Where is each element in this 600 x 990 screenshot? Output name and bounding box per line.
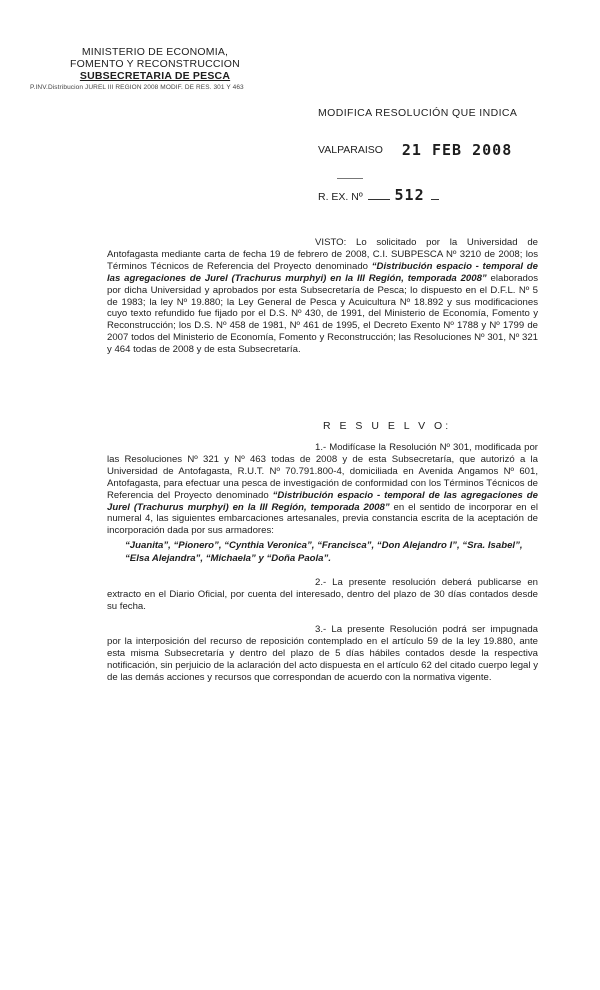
article-3-paragraph bbox=[107, 624, 538, 684]
ministry-header bbox=[60, 46, 250, 82]
stamp-mark bbox=[337, 178, 363, 179]
article-1-paragraph bbox=[107, 442, 538, 537]
article-3-lead: 3.- La presente Resolución podrá ser bbox=[315, 624, 486, 635]
ministry-name: MINISTERIO DE ECONOMIA, bbox=[81, 46, 229, 58]
reference-line: P.INV.Distribucion JUREL III REGION 2008 MODIF. DE RES. 301 Y 463 bbox=[30, 84, 244, 91]
resolution-number: 512 bbox=[394, 186, 425, 204]
resolution-label: R. EX. Nº bbox=[318, 191, 363, 203]
article-2-paragraph bbox=[107, 577, 538, 613]
article-2-text: en extracto en el Diario Oficial, por cuenta del interesado, dentro del plazo de 30 días contados desde su fecha. bbox=[107, 577, 538, 612]
ministry-subtitle: FOMENTO Y RECONSTRUCCION bbox=[70, 58, 240, 70]
article-2-lead: 2.- La presente resolución deberá publicarse bbox=[315, 577, 522, 588]
article-3-text: impugnada por la interposición del recurso de reposición contemplado en el artículo 59 de la ley 19.880, ante esta misma Subsecretaría y dentro del plazo de 5 días hábiles contados desde la respectiva notificación, sin perjuicio de la aclaración del acto dispuesta en el artículo 62 del citado cuerpo legal y de las demás acciones y recursos que correspondan de acuerdo con la normativa vigente. bbox=[107, 624, 538, 683]
resolution-number-row bbox=[318, 186, 439, 204]
place-label: VALPARAISO bbox=[318, 144, 383, 156]
date-stamp: 21 FEB 2008 bbox=[401, 141, 513, 159]
date-row bbox=[318, 139, 512, 157]
subsecretaria-name: SUBSECRETARIA DE PESCA bbox=[79, 70, 231, 82]
article-1-lead: 1.- Modifícase la Resolución Nº 301, bbox=[315, 442, 472, 453]
article-1-project-title: “Distribución espacio - temporal de las agregaciones de Jurel (Trachurus murphyi) en la III Región, temporada 2008” bbox=[107, 489, 538, 513]
visto-paragraph bbox=[107, 237, 538, 356]
visto-project-title: “Distribución espacio - temporal de las agregaciones de Jurel (Trachurus murphyi) en la III Región, temporada 2008” bbox=[107, 260, 538, 284]
visto-text-2: elaborados por dicha Universidad y aprobados por esta Subsecretaría de Pesca; lo dispuesto en el D.F.L. Nº 5 de 1983; la ley Nº 19.880; la Ley General de Pesca y Acuicultura Nº 18.892 y sus modificaciones cuyo texto refundido fue fijado por el D.S. Nº 430, de 1991, del Ministerio de Economía, Fomento y Reconstrucción; los D.S. Nº 458 de 1981, Nº 461 de 1995, el Decreto Exento Nº 1788 y Nº 1799 de 2007 todos del Ministerio de Economía, Fomento y Reconstrucción; las Resoluciones Nº 301, Nº 321 y 464 todas de 2008 y de esta Subsecretaría. bbox=[107, 272, 538, 356]
visto-text-1: Lo solicitado por la Universidad de Antofagasta mediante carta de fecha 19 de febrero de 2008, C.I. SUBPESCA Nº 3210 de 2008; los Términos Técnicos de Referencia del Proyecto denominado bbox=[107, 237, 538, 272]
visto-lead: VISTO: bbox=[315, 237, 347, 248]
resuelvo-heading: R E S U E L V O: bbox=[323, 420, 452, 432]
number-underline bbox=[368, 199, 390, 200]
article-1-text-1: modificada por las Resoluciones Nº 321 y Nº 463 todas de 2008 y de esta Subsecretaría, que autorizó a la Universidad de Antofagasta, R.U.T. Nº 70.791.800-4, domiciliada en Avenida Angamos Nº 601, Antofagasta, para efectuar una pesca de investigación de conformidad con los Términos Técnicos de Referencia del Proyecto denominado bbox=[107, 442, 538, 501]
article-1-text-2: en el sentido de incorporar en el numeral 4, las siguientes embarcaciones artesanales, previa constancia escrita de la aceptación de incorporación dada por sus armadores: bbox=[107, 501, 538, 537]
document-subject: MODIFICA RESOLUCIÓN QUE INDICA bbox=[318, 107, 518, 119]
number-tail-line bbox=[431, 199, 439, 200]
vessel-list: “Juanita”, “Pionero”, “Cynthia Veronica”, “Francisca”, “Don Alejandro I”, “Sra. Isabel”, “Elsa Alejandra”, “Michaela” y “Doña Paola”. bbox=[125, 540, 523, 564]
